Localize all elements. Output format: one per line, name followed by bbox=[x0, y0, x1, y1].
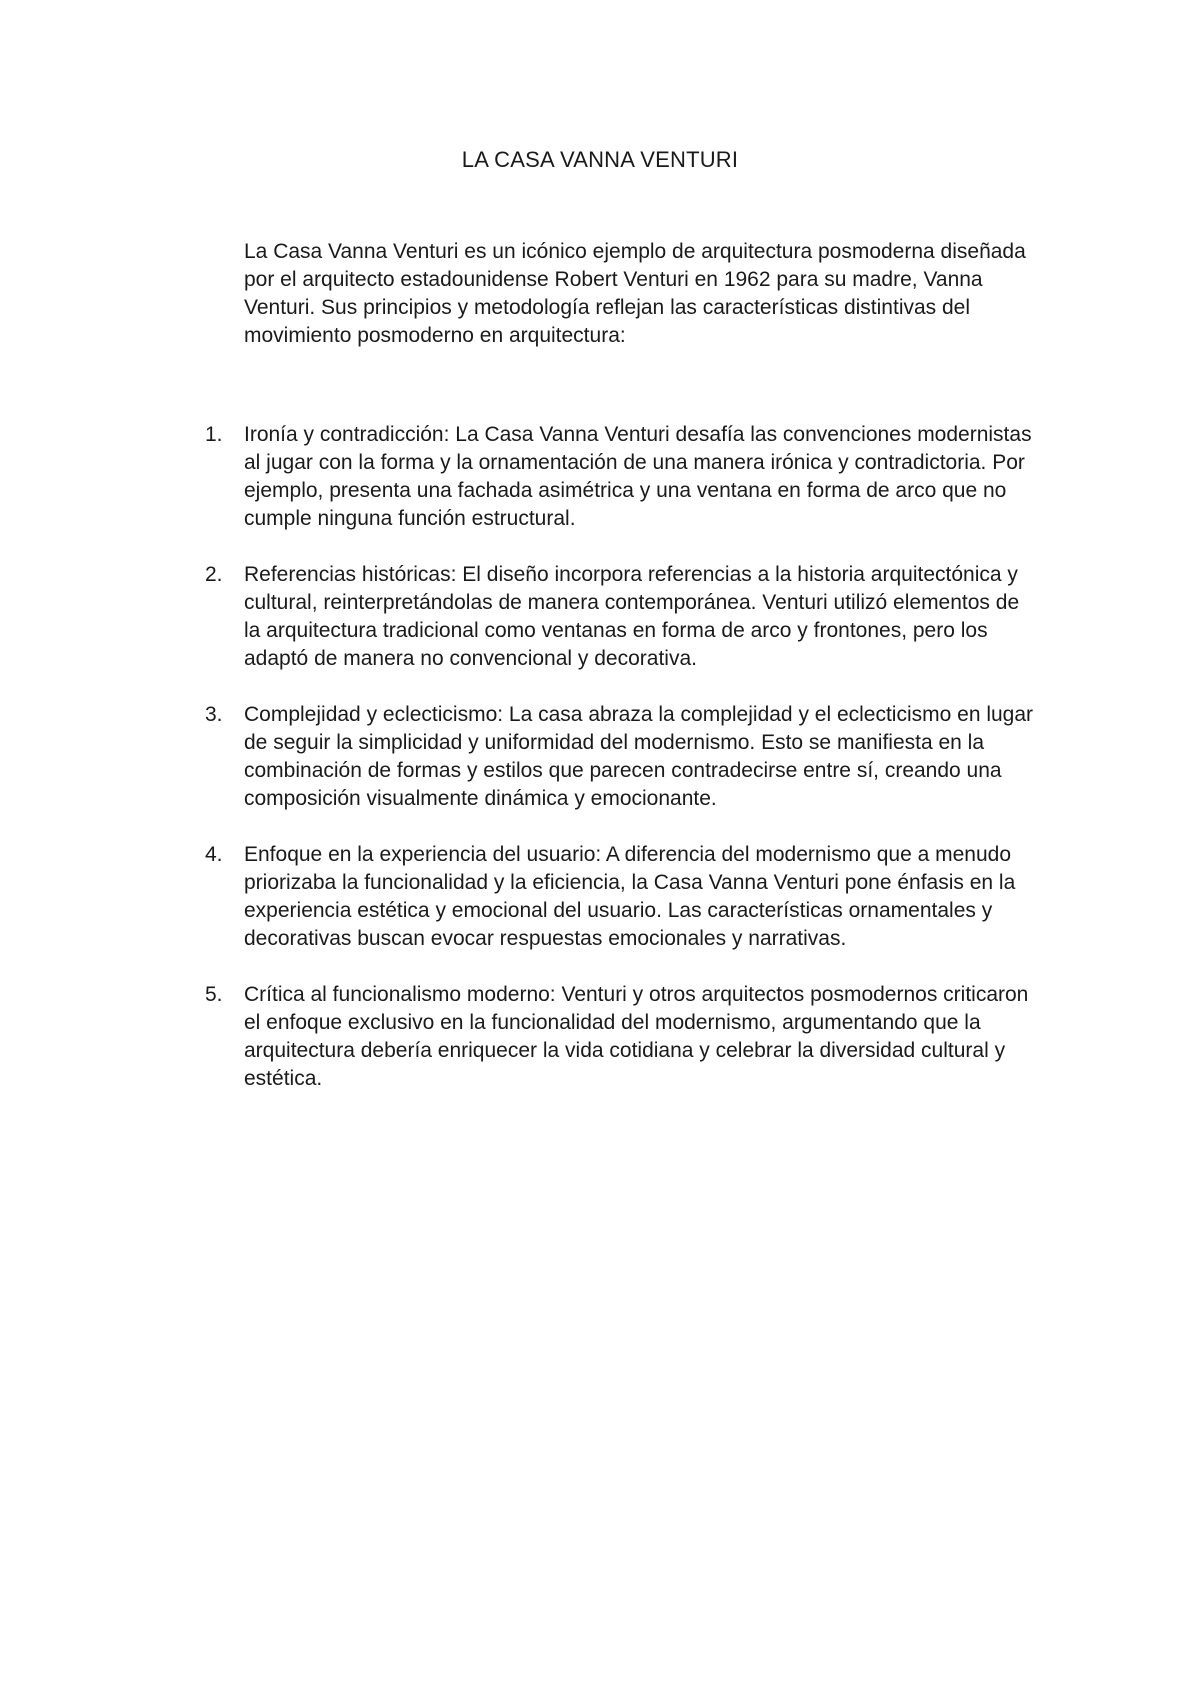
list-item-text: Referencias históricas: El diseño incorpora referencias a la historia arquitectónica y cultural, reinterpretándolas de manera contemporánea. Venturi utilizó elementos de la arquitectura tradicional como ventanas en forma de arco y frontones, pero los adaptó de manera no convencional y decorativa. bbox=[244, 563, 1020, 670]
list-item bbox=[0, 841, 1200, 953]
list-item bbox=[0, 981, 1200, 1093]
intro-paragraph: La Casa Vanna Venturi es un icónico ejemplo de arquitectura posmoderna diseñada por el arquitecto estadounidense Robert Venturi en 1962 para su madre, Vanna Venturi. Sus principios y metodología reflejan las características distintivas del movimiento posmoderno en arquitectura: bbox=[244, 240, 1026, 347]
list-item bbox=[0, 561, 1200, 673]
list-item-text: Ironía y contradicción: La Casa Vanna Venturi desafía las convenciones modernistas al jugar con la forma y la ornamentación de una manera irónica y contradictoria. Por ejemplo, presenta una fachada asimétrica y una ventana en forma de arco que no cumple ninguna función estructural. bbox=[244, 423, 1032, 530]
list-item-number: 2. bbox=[205, 563, 223, 586]
document-title: LA CASA VANNA VENTURI bbox=[461, 147, 739, 172]
list-item-number: 5. bbox=[205, 983, 223, 1006]
list-item-text: Complejidad y eclecticismo: La casa abraza la complejidad y el eclecticismo en lugar de seguir la simplicidad y uniformidad del modernismo. Esto se manifiesta en la combinación de formas y estilos que parecen contradecirse entre sí, creando una composición visualmente dinámica y emocionante. bbox=[244, 703, 1034, 810]
principles-list bbox=[0, 421, 1200, 1121]
list-item-number: 4. bbox=[205, 843, 223, 866]
list-item bbox=[0, 701, 1200, 813]
list-item-number: 1. bbox=[205, 423, 223, 446]
list-item-text: Crítica al funcionalismo moderno: Venturi y otros arquitectos posmodernos criticaron el enfoque exclusivo en la funcionalidad del modernismo, argumentando que la arquitectura debería enriquecer la vida cotidiana y celebrar la diversidad cultural y estética. bbox=[244, 983, 1029, 1090]
list-item-text: Enfoque en la experiencia del usuario: A diferencia del modernismo que a menudo priorizaba la funcionalidad y la eficiencia, la Casa Vanna Venturi pone énfasis en la experiencia estética y emocional del usuario. Las características ornamentales y decorativas buscan evocar respuestas emocionales y narrativas. bbox=[244, 843, 1016, 950]
list-item bbox=[0, 421, 1200, 533]
list-item-number: 3. bbox=[205, 703, 223, 726]
